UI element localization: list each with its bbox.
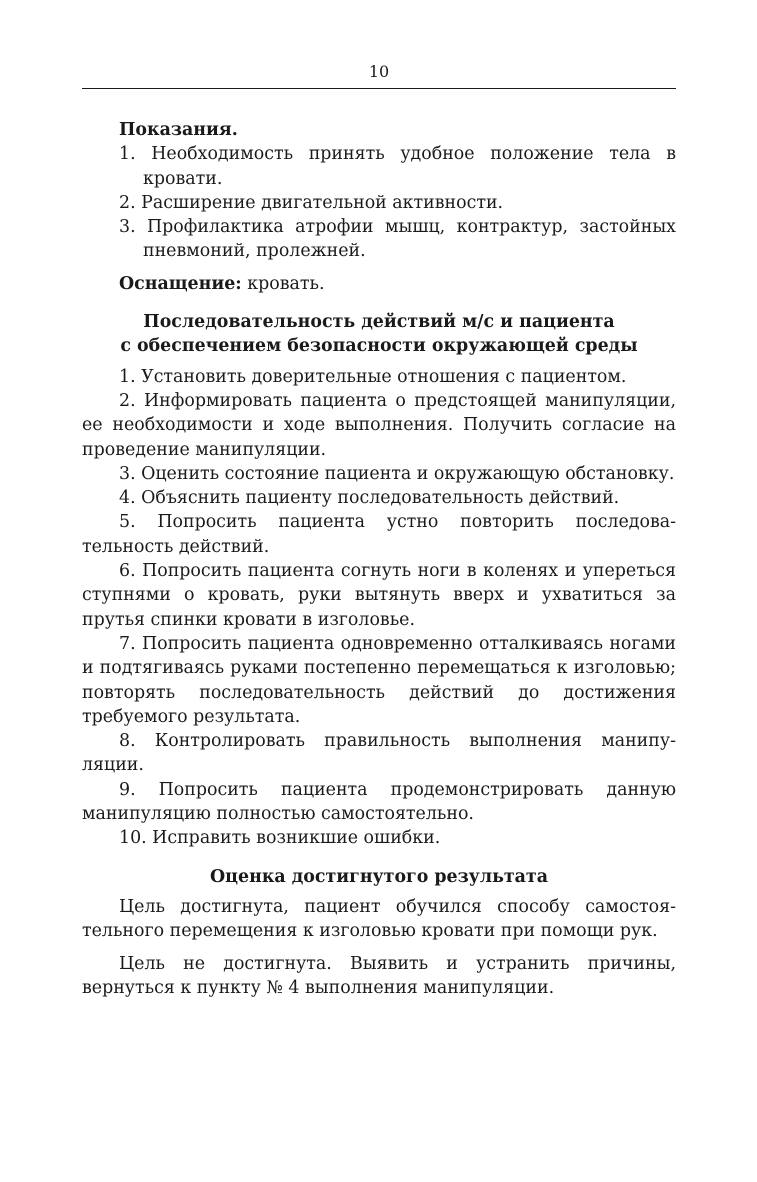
sequence-heading-line1: Последовательность действий м/с и пациента xyxy=(143,312,615,333)
sequence-step: 10. Исправить возникшие ошибки. xyxy=(119,828,441,849)
evaluation-heading: Оценка достигнутого результата xyxy=(210,866,548,887)
sequence-step: 3. Оценить состояние пациента и окружающую обстановку. xyxy=(119,463,675,484)
evaluation-paragraph: Цель достигнута, пациент обучился способу самостоятельного перемещения к изголовью кровати при помощи рук. xyxy=(82,896,676,942)
indication-item: 1. Необходимость принять удобное положение тела в кровати. xyxy=(119,144,676,189)
equipment-line xyxy=(82,272,676,296)
equipment-label: Оснащение: xyxy=(119,273,242,294)
sequence-step: 1. Установить доверительные отношения с пациентом. xyxy=(119,366,627,387)
sequence-step: 9. Попросить пациента продемонстрировать данную манипуляцию полностью самостоятельно. xyxy=(82,779,676,825)
book-page xyxy=(82,0,676,1182)
page-content xyxy=(82,118,676,1000)
indication-item: 3. Профилактика атрофии мышц, контрактур, застойных пневмоний, пролежней. xyxy=(119,217,676,262)
indication-item: 2. Расширение двигательной активности. xyxy=(119,192,504,213)
equipment-value: кровать. xyxy=(241,273,325,294)
sequence-step: 4. Объяснить пациенту последовательность действий. xyxy=(119,488,620,509)
evaluation-paragraph: Цель не достигнута. Выявить и устранить причины, вернуться к пункту № 4 выполнения манипуляции. xyxy=(82,953,676,998)
sequence-step: 2. Информировать пациента о предстоящей манипуляции, ее необходимости и ходе выполнения. Получить согласие на проведение манипуляции. xyxy=(82,390,676,460)
sequence-heading-line2: с обеспечением безопасности окружающей среды xyxy=(120,336,638,357)
header-rule xyxy=(82,88,676,89)
indications-heading: Показания. xyxy=(119,120,238,140)
sequence-step: 5. Попросить пациента устно повторить последовательность действий. xyxy=(82,512,676,557)
sequence-step: 8. Контролировать правильность выполнения манипуляции. xyxy=(82,731,676,776)
sequence-step: 7. Попросить пациента одновременно отталкиваясь ногами и подтягиваясь руками постепенно перемещаться к изголовью; повторять последовательность действий до достижения требуемого результата. xyxy=(82,633,676,727)
page-number: 10 xyxy=(368,62,390,81)
sequence-step: 6. Попросить пациента согнуть ноги в коленях и упереться ступнями о кровать, руки вытянуть вверх и ухватиться за прутья спинки кровати в изголовье. xyxy=(82,561,676,630)
sequence-heading xyxy=(82,310,676,359)
